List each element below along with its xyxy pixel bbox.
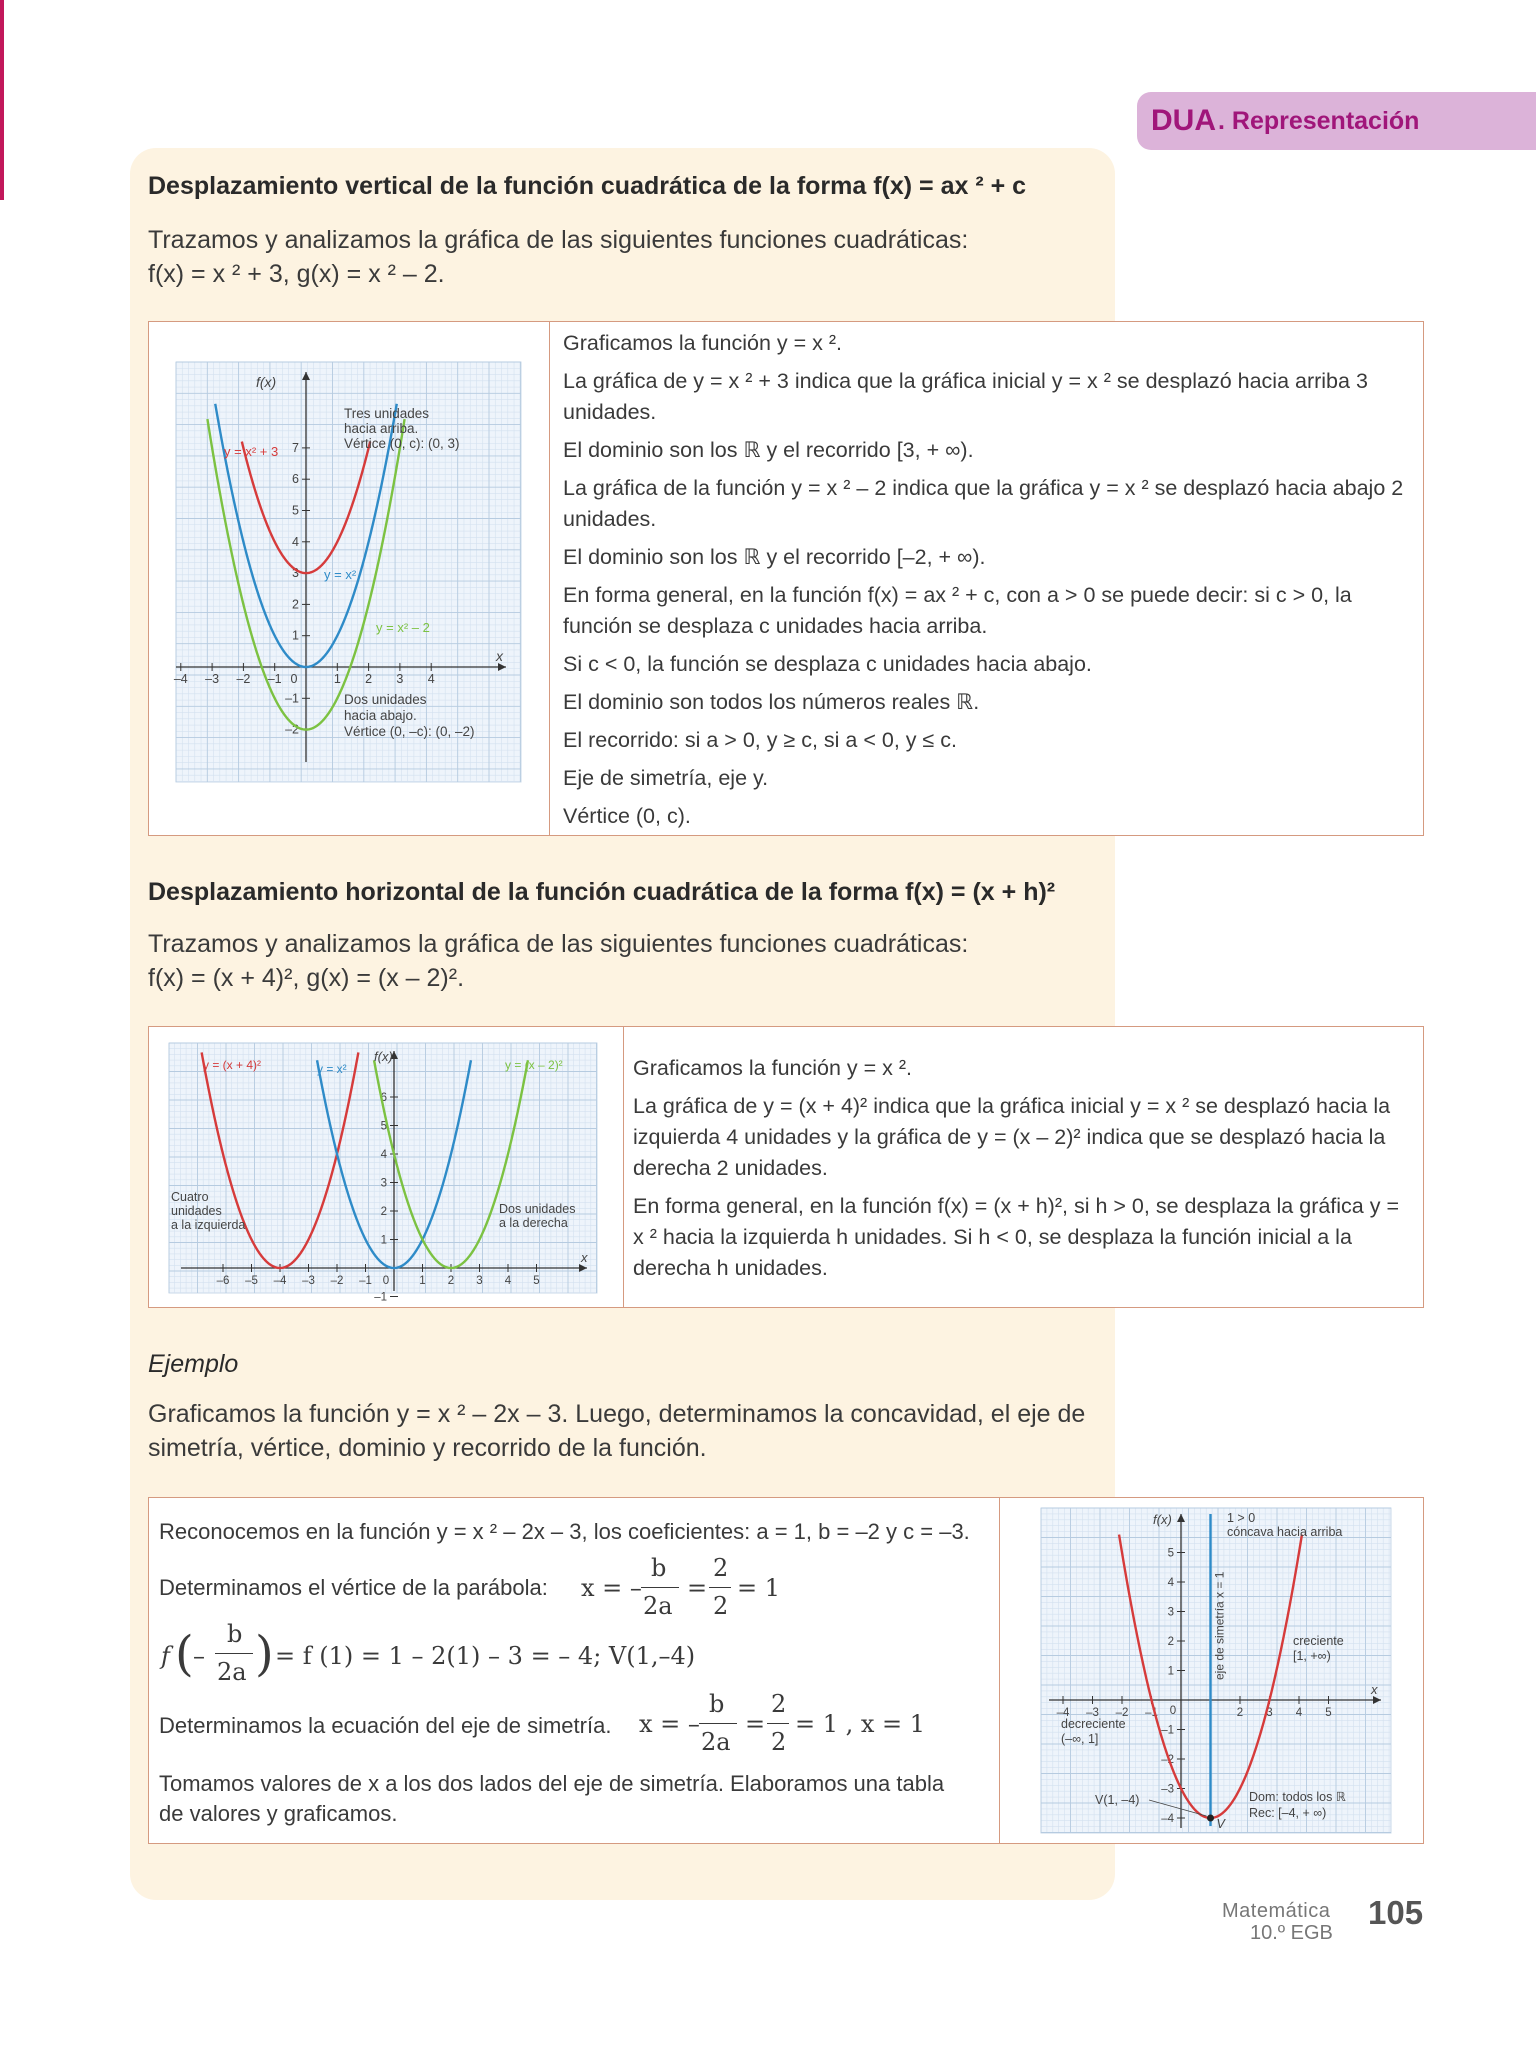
x-tick-label: 4 bbox=[504, 1275, 512, 1287]
origin-label: 0 bbox=[1169, 1705, 1177, 1717]
x-tick-label: –2 bbox=[236, 672, 251, 686]
sym-num1: b bbox=[709, 1690, 725, 1718]
note-left-line: a la izquierda bbox=[171, 1218, 246, 1232]
x-tick-label: 1 bbox=[333, 672, 341, 686]
section2-heading: Desplazamiento horizontal de la función cuadrática de la forma f(x) = (x + h)² bbox=[148, 878, 1056, 906]
green-curve-label: y = x² – 2 bbox=[376, 620, 430, 635]
note-up-line: Vértice (0, c): (0, 3) bbox=[344, 436, 460, 451]
y-tick-label: –4 bbox=[1161, 1813, 1174, 1825]
x-tick-label: –3 bbox=[205, 672, 220, 686]
page-edge-bar bbox=[0, 0, 4, 200]
x-tick-label: 5 bbox=[1325, 1707, 1332, 1719]
text-paragraph: El dominio son los ℝ y el recorrido [–2, + ∞). bbox=[563, 545, 986, 569]
y-tick-label: –2 bbox=[285, 722, 299, 737]
x-tick-label: 2 bbox=[1236, 1707, 1244, 1719]
x-tick-label: –1 bbox=[359, 1275, 372, 1287]
x-tick-label: –1 bbox=[1145, 1707, 1158, 1719]
example-line5a: Tomamos valores de x a los dos lados del eje de simetría. Elaboramos una tabla bbox=[159, 1771, 945, 1796]
note-right-line: Dos unidades bbox=[499, 1202, 576, 1216]
vertex-lhs: x = – bbox=[581, 1574, 642, 1602]
y-tick-label: –1 bbox=[374, 1291, 387, 1304]
text-paragraph: Eje de simetría, eje y. bbox=[563, 766, 769, 790]
x-axis-label: x bbox=[581, 1250, 588, 1265]
y-axis-label: f(x) bbox=[374, 1049, 393, 1064]
origin-label: 0 bbox=[382, 1275, 390, 1287]
example-intro2: simetría, vértice, dominio y recorrido de la función. bbox=[148, 1434, 707, 1462]
y-tick-label: 3 bbox=[380, 1177, 387, 1190]
dua-banner bbox=[1137, 92, 1536, 150]
dua-subtitle: . Representación bbox=[1218, 106, 1420, 135]
x-tick-label: 5 bbox=[533, 1275, 540, 1287]
x-tick-label: 2 bbox=[365, 672, 373, 686]
section1-box bbox=[148, 321, 1424, 836]
vertex-v-label: V bbox=[1216, 1817, 1225, 1831]
text-paragraph: Graficamos la función y = x ². bbox=[563, 331, 843, 355]
note-up-line: hacia arriba. bbox=[344, 421, 419, 436]
sym-lhs: x = – bbox=[639, 1710, 700, 1738]
x-tick-label: –3 bbox=[302, 1275, 315, 1287]
x-axis-label: x bbox=[496, 648, 503, 664]
footer-subject: Matemática bbox=[1222, 1900, 1331, 1922]
y-tick-label: 1 bbox=[380, 1234, 387, 1247]
vertex-eq: = bbox=[687, 1574, 708, 1602]
sym-res: = 1 , x = 1 bbox=[795, 1710, 926, 1738]
x-tick-label: –3 bbox=[1086, 1707, 1099, 1719]
example-line5b: de valores y graficamos. bbox=[159, 1801, 398, 1826]
section2-intro1: Trazamos y analizamos la gráfica de las siguientes funciones cuadráticas: bbox=[148, 930, 969, 958]
vertical-shift-graph bbox=[173, 362, 521, 782]
eval-rest: = f (1) = 1 – 2(1) – 3 = – 4; V(1,–4) bbox=[275, 1642, 696, 1670]
y-tick-label: 2 bbox=[380, 1206, 387, 1218]
sym-num2: 2 bbox=[771, 1690, 787, 1718]
footer-grade: 10.º EGB bbox=[1250, 1922, 1333, 1944]
text-paragraph: Vértice (0, c). bbox=[563, 804, 691, 828]
decreciente-label-line: (–∞, 1] bbox=[1061, 1732, 1099, 1746]
section2-box bbox=[148, 1026, 1424, 1308]
decreciente-label-line: decreciente bbox=[1061, 1717, 1126, 1731]
sym-eq: = bbox=[745, 1710, 766, 1738]
y-tick-label: 2 bbox=[1167, 1636, 1174, 1648]
page-number: 105 bbox=[1368, 1894, 1424, 1931]
creciente-label-line: creciente bbox=[1293, 1634, 1344, 1648]
text-paragraph: Si c < 0, la función se desplaza c unidades hacia abajo. bbox=[563, 652, 1092, 676]
sym-den1: 2a bbox=[701, 1728, 731, 1756]
example-parabola-graph bbox=[1041, 1508, 1391, 1833]
y-tick-label: –1 bbox=[1161, 1724, 1174, 1737]
concavity-note-line: cóncava hacia arriba bbox=[1227, 1525, 1343, 1539]
note-left-line: Cuatro bbox=[171, 1190, 209, 1204]
x-tick-label: 3 bbox=[1266, 1707, 1273, 1719]
domain-range-line: Dom: todos los ℝ bbox=[1249, 1790, 1346, 1804]
y-tick-label: 5 bbox=[1167, 1547, 1174, 1560]
y-tick-label: 4 bbox=[292, 534, 299, 549]
x-tick-label: –4 bbox=[173, 672, 188, 686]
vertex-num2: 2 bbox=[713, 1554, 729, 1582]
example-line4: Determinamos la ecuación del eje de simetría. bbox=[159, 1713, 612, 1738]
x-tick-label: –6 bbox=[216, 1275, 230, 1287]
concavity-note-line: 1 > 0 bbox=[1227, 1511, 1256, 1525]
example-line1: Reconocemos en la función y = x ² – 2x – 3, los coeficientes: a = 1, b = –2 y c = –3. bbox=[159, 1519, 970, 1544]
eval-den: 2a bbox=[217, 1658, 247, 1686]
text-paragraph: El recorrido: si a > 0, y ≥ c, si a < 0, y ≤ c. bbox=[563, 728, 958, 752]
dua-label: DUA bbox=[1151, 104, 1216, 137]
x-axis-label: x bbox=[1371, 1682, 1378, 1697]
y-tick-label: 1 bbox=[292, 628, 299, 643]
green-curve-label: y = (x – 2)² bbox=[505, 1058, 563, 1072]
y-tick-label: 3 bbox=[292, 566, 299, 581]
sym-den2: 2 bbox=[771, 1728, 787, 1756]
red-curve-label: y = (x + 4)² bbox=[203, 1058, 262, 1072]
vertex-point bbox=[1207, 1815, 1214, 1822]
vertex-evaluation: f ( – b 2a ) = f (1) = 1 – 2(1) – 3 = – 4; V(1,–4) bbox=[161, 1620, 696, 1686]
y-tick-label: 4 bbox=[380, 1149, 387, 1161]
blue-curve-label: y = x² bbox=[317, 1062, 347, 1076]
x-tick-label: 3 bbox=[476, 1275, 483, 1287]
y-tick-label: –3 bbox=[1161, 1783, 1174, 1796]
creciente-label-line: [1, +∞) bbox=[1293, 1649, 1331, 1663]
example-intro1: Graficamos la función y = x ² – 2x – 3. Luego, determinamos la concavidad, el eje de bbox=[148, 1400, 1086, 1428]
note-down-line: hacia abajo. bbox=[344, 708, 417, 723]
x-tick-label: –1 bbox=[267, 672, 282, 686]
eval-num: b bbox=[227, 1620, 243, 1648]
x-tick-label: 1 bbox=[419, 1275, 426, 1287]
x-tick-label: –2 bbox=[1115, 1707, 1129, 1719]
vertex-den1: 2a bbox=[643, 1592, 673, 1620]
section1-intro1: Trazamos y analizamos la gráfica de las siguientes funciones cuadráticas: bbox=[148, 226, 969, 254]
x-tick-label: –2 bbox=[330, 1275, 344, 1287]
example-box bbox=[148, 1497, 1424, 1844]
domain-range-line: Rec: [–4, + ∞) bbox=[1249, 1806, 1327, 1820]
y-tick-label: 2 bbox=[292, 597, 299, 612]
section2-text bbox=[633, 1053, 1413, 1291]
x-tick-label: –4 bbox=[1056, 1707, 1070, 1719]
text-paragraph: Graficamos la función y = x ². bbox=[633, 1056, 913, 1080]
y-tick-label: 4 bbox=[1167, 1577, 1174, 1589]
text-paragraph: El dominio son todos los números reales ℝ. bbox=[563, 690, 980, 714]
origin-label: 0 bbox=[290, 672, 298, 686]
vertex-num1: b bbox=[651, 1554, 667, 1582]
x-tick-label: –5 bbox=[245, 1275, 258, 1287]
symmetry-axis-label: eje de simetría x = 1 bbox=[1212, 1571, 1227, 1680]
y-tick-label: 1 bbox=[1167, 1665, 1174, 1678]
text-paragraph: La gráfica de la función y = x ² – 2 indica que la gráfica y = x ² se desplazó hacia abajo 2 unidades. bbox=[563, 476, 1404, 531]
y-tick-label: 6 bbox=[292, 472, 299, 487]
x-tick-label: 4 bbox=[1295, 1707, 1303, 1719]
section2-intro2: f(x) = (x + 4)², g(x) = (x – 2)². bbox=[148, 964, 465, 992]
text-paragraph: En forma general, en la función f(x) = (x + h)², si h > 0, se desplaza la gráfica y = x ² hacia la izquierda h unidades. Si h < 0, se desplaza la función inicial a la derecha h unidades. bbox=[633, 1194, 1400, 1280]
text-paragraph: La gráfica de y = (x + 4)² indica que la gráfica inicial y = x ² se desplazó hacia la izquierda 4 unidades y la gráfica de y = (x – 2)² indica que se desplazó hacia la derecha 2 unidades. bbox=[633, 1094, 1391, 1180]
y-tick-label: –2 bbox=[1161, 1754, 1174, 1766]
y-tick-label: 3 bbox=[1167, 1606, 1174, 1619]
note-down-line: Dos unidades bbox=[344, 692, 427, 707]
example-label: Ejemplo bbox=[148, 1350, 239, 1378]
y-tick-label: 6 bbox=[380, 1092, 387, 1104]
x-tick-label: –4 bbox=[273, 1275, 287, 1287]
grid-background bbox=[169, 1043, 597, 1293]
y-tick-label: 5 bbox=[292, 503, 299, 518]
note-right-line: a la derecha bbox=[499, 1216, 568, 1230]
vertex-res: = 1 bbox=[737, 1574, 781, 1602]
text-paragraph: La gráfica de y = x ² + 3 indica que la gráfica inicial y = x ² se desplazó hacia arriba 3 unidades. bbox=[563, 369, 1368, 424]
note-up-line: Tres unidades bbox=[344, 406, 430, 421]
blue-curve-label: y = x² bbox=[324, 567, 357, 582]
section1-heading: Desplazamiento vertical de la función cuadrática de la forma f(x) = ax ² + c bbox=[148, 172, 1027, 200]
note-down-line: Vértice (0, –c): (0, –2) bbox=[344, 724, 475, 739]
x-tick-label: 4 bbox=[427, 672, 435, 686]
eval-f: f bbox=[161, 1642, 170, 1670]
section1-text bbox=[563, 328, 1413, 839]
y-axis-label: f(x) bbox=[256, 374, 277, 390]
red-curve-label: y = x² + 3 bbox=[224, 444, 279, 459]
y-axis-label: f(x) bbox=[1153, 1512, 1172, 1527]
text-paragraph: El dominio son los ℝ y el recorrido [3, + ∞). bbox=[563, 438, 974, 462]
y-tick-label: 5 bbox=[380, 1120, 387, 1133]
text-paragraph: En forma general, en la función f(x) = ax ² + c, con a > 0 se puede decir: si c > 0, la función se desplaza c unidades hacia arriba. bbox=[563, 583, 1352, 638]
section1-intro2: f(x) = x ² + 3, g(x) = x ² – 2. bbox=[148, 260, 445, 288]
note-left-line: unidades bbox=[171, 1204, 222, 1218]
y-tick-label: 7 bbox=[292, 440, 299, 455]
horizontal-shift-graph bbox=[169, 1043, 597, 1304]
y-tick-label: –1 bbox=[285, 691, 299, 706]
vertex-label: V(1, –4) bbox=[1095, 1793, 1140, 1807]
x-tick-label: 3 bbox=[396, 672, 404, 686]
example-line2: Determinamos el vértice de la parábola: bbox=[159, 1575, 548, 1600]
x-tick-label: 2 bbox=[447, 1275, 455, 1287]
vertex-den2: 2 bbox=[713, 1592, 729, 1620]
